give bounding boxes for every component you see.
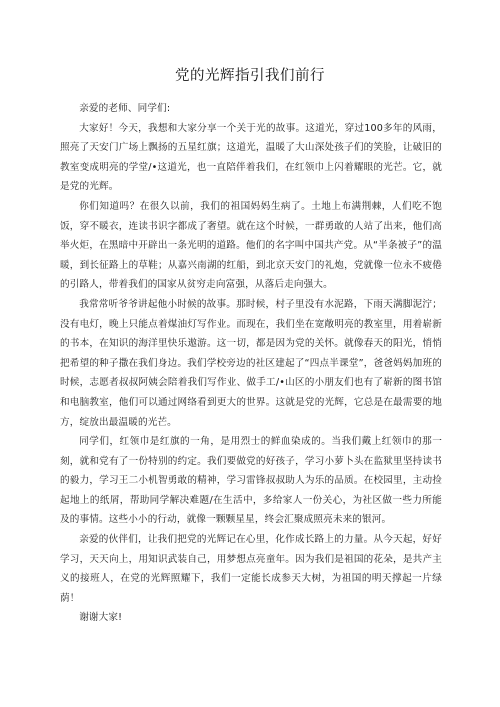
document-title: 党的光辉指引我们前行 [175,68,325,84]
paragraph: 亲爱的伙伴们，让我们把党的光辉记在心里，化作成长路上的力量。从今天起，好好学习，天天向上，用知识武装自己，用梦想点亮童年。因为我们是祖国的花朵，是共产主义的接班人，在党的光辉照耀下，我们一定能长成参天大树，为祖国的明天撑起一片绿荫！ [60,534,442,604]
paragraph: 你们知道吗？在很久以前，我们的祖国妈妈生病了。土地上布满荆棘，人们吃不饱饭，穿不暖衣，连读书识字都成了奢望。就在这个时候，一群勇敢的人站了出来，他们高举火炬，在黑暗中开辟出一条光明的道路。他们的名字叫中国共产党。从“半条被子”的温暖，到长征路上的草鞋；从嘉兴南湖的红船，到北京天安门的礼炮，党就像一位永不疲倦的引路人，带着我们的国家从贫穷走向富强，从落后走向强大。 [60,200,442,291]
closing-line: 谢谢大家! [79,612,123,624]
paragraph: 同学们，红领巾是红旗的一角，是用烈士的鲜血染成的。当我们戴上红领巾的那一刻，就和党有了一份特别的约定。我们要做党的好孩子，学习小萝卜头在监狱里坚持读书的毅力，学习王二小机智勇敢的精神，学习雷锋叔叔助人为乐的品质。在校园里，主动捡起地上的纸屑，帮助同学解决难题/在生活中，多给家人一份关心，为社区做一些力所能及的事情。这些小小的行动，就像一颗颗星星，终会汇聚成照亮未来的银河。 [60,436,442,526]
document-body [60,99,442,628]
paragraph: 我常常听爷爷讲起他小时候的故事。那时候，村子里没有水泥路，下雨天满脚泥泞；没有电灯，晚上只能点着煤油灯写作业。而现在，我们坐在宽敞明亮的教室里，用着崭新的书本，在知识的海洋里快乐遨游。这一切，都是因为党的关怀。就像春天的阳光，悄悄把希望的种子撒在我们身边。我们学校旁边的社区建起了“四点半课堂”，爸爸妈妈加班的时候，志愿者叔叔阿姨会陪着我们写作业、做手工/•山区的小朋友们也有了崭新的图书馆和电脑教室，他们可以通过网络看到更大的世界。这就是党的光辉，它总是在最需要的地方，绽放出最温暖的光芒。 [60,298,442,428]
paragraph: 大家好！今天，我想和大家分享一个关于光的故事。这道光，穿过100多年的风雨，照亮了天安门广场上飘扬的五星红旗；这道光，温暖了大山深处孩子们的笑脸，让破旧的教室变成明亮的学堂/•这道光，也一直陪伴着我们，在红领巾上闪着耀眼的光芒。它，就是党的光辉。 [60,122,442,193]
salutation: 亲爱的老师、同学们: [79,103,171,114]
